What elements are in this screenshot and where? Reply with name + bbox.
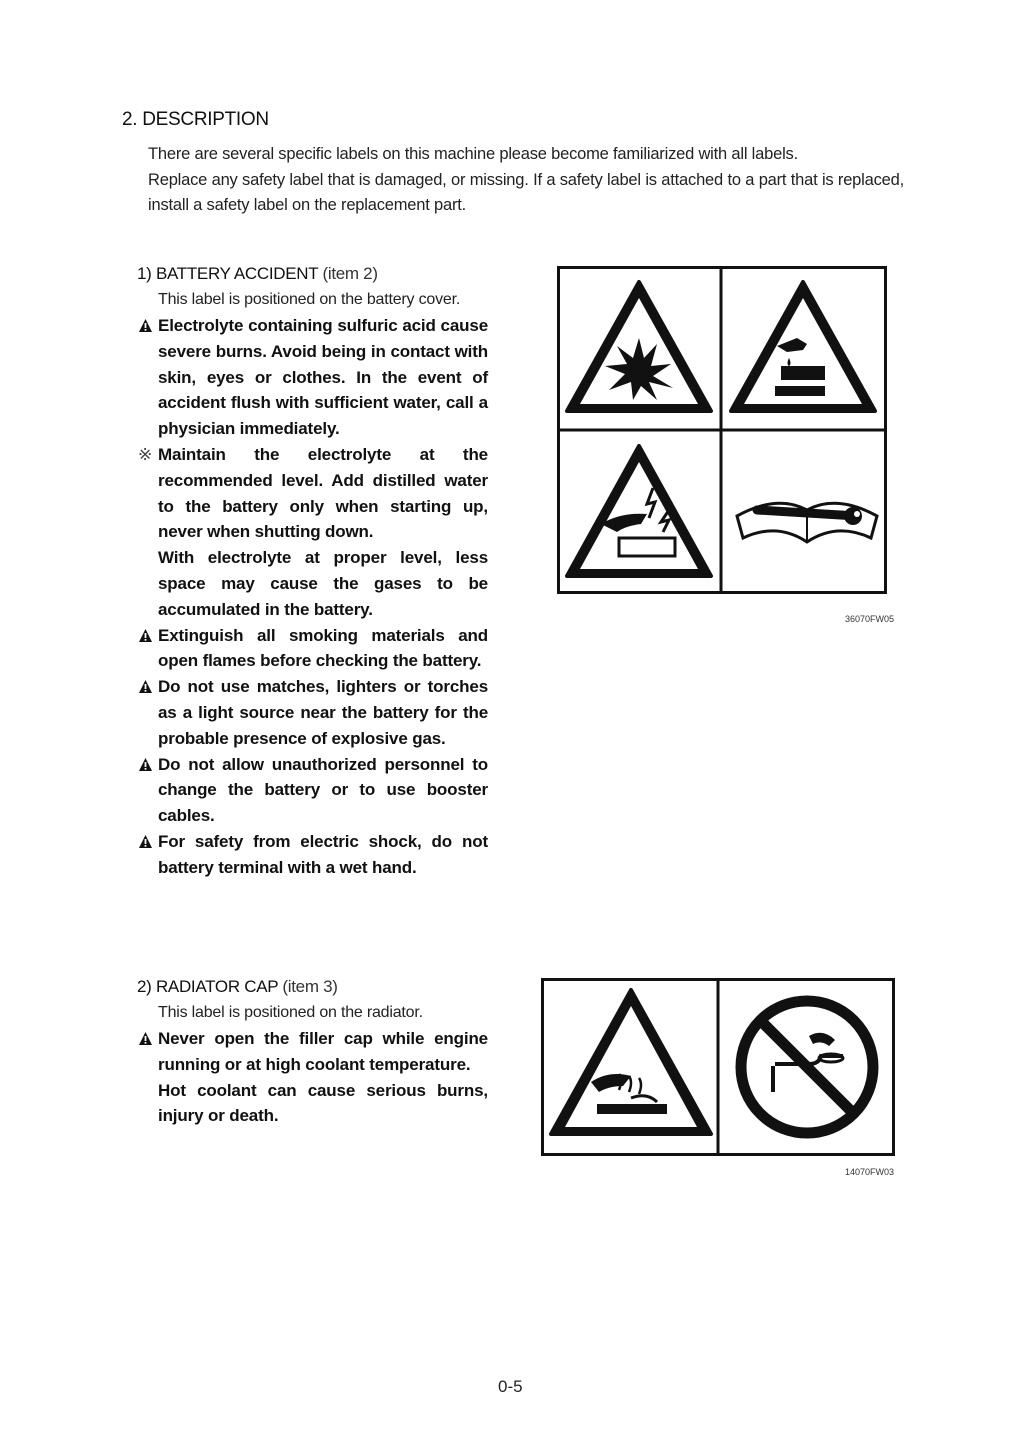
battery-warnings (138, 313, 488, 881)
list-item (138, 442, 488, 545)
list-item (138, 1026, 488, 1078)
battery-note-text: Maintain the electrolyte at the recommended level. Add distilled water to the battery only when starting up, never when shutting down. (158, 444, 488, 542)
radiator-warnings (138, 1026, 488, 1129)
battery-figure-code: 36070FW05 (845, 614, 895, 624)
battery-warning-text: Do not allow unauthorized personnel to change the battery or to use booster cables. (158, 754, 488, 826)
battery-warning-text: Electrolyte containing sulfuric acid cause severe burns. Avoid being in contact with skin, eyes or clothes. In the event of accident flush with sufficient water, call a physician immediately. (158, 316, 488, 439)
warning-triangle-icon (138, 313, 156, 333)
radiator-position: This label is positioned on the radiator. (158, 1004, 423, 1021)
radiator-title-text: 2) RADIATOR CAP (137, 977, 278, 996)
battery-warning-text: For safety from electric shock, do not battery terminal with a wet hand. (158, 831, 488, 877)
battery-note-continued: With electrolyte at proper level, less space may cause the gases to be accumulated in the battery. (158, 548, 488, 619)
warning-triangle-icon (138, 829, 156, 849)
radiator-warning-text: Never open the filler cap while engine running or at high coolant temperature. (158, 1029, 488, 1074)
list-item (138, 752, 488, 829)
section-intro (148, 142, 904, 219)
battery-item-ref: (item 2) (322, 264, 378, 283)
prohibited-open-cap-icon (741, 1001, 873, 1133)
radiator-title (137, 977, 338, 997)
warning-triangle-icon (138, 1026, 156, 1046)
radiator-figure-code: 14070FW03 (845, 1167, 895, 1177)
battery-safety-label-figure (557, 266, 887, 594)
battery-warning-text: Do not use matches, lighters or torches as a light source near the battery for the probable presence of explosive gas. (158, 677, 488, 748)
radiator-safety-label-figure (541, 978, 895, 1156)
battery-title-text: 1) BATTERY ACCIDENT (137, 264, 319, 283)
intro-paragraph-1: There are several specific labels on this machine please become familiarized with all labels. (148, 145, 798, 163)
page-number: 0-5 (498, 1377, 523, 1396)
battery-warning-text: Extinguish all smoking materials and open flames before checking the battery. (158, 625, 488, 671)
list-item (138, 623, 488, 675)
intro-paragraph-2: Replace any safety label that is damaged, or missing. If a safety label is attached to a part that is replaced, install a safety label on the replacement part. (148, 170, 904, 215)
radiator-item-ref: (item 3) (282, 977, 338, 996)
battery-position: This label is positioned on the battery cover. (158, 291, 461, 308)
section-heading: 2. DESCRIPTION (122, 109, 269, 130)
list-item (138, 829, 488, 881)
warning-triangle-icon (138, 752, 156, 772)
list-item (138, 313, 488, 442)
note-mark: ※ (138, 444, 153, 464)
battery-title (137, 264, 378, 284)
radiator-warning-continued: Hot coolant can cause serious burns, injury or death. (158, 1080, 488, 1126)
list-item (138, 674, 488, 751)
warning-triangle-icon (138, 623, 156, 643)
warning-triangle-icon (138, 674, 156, 694)
